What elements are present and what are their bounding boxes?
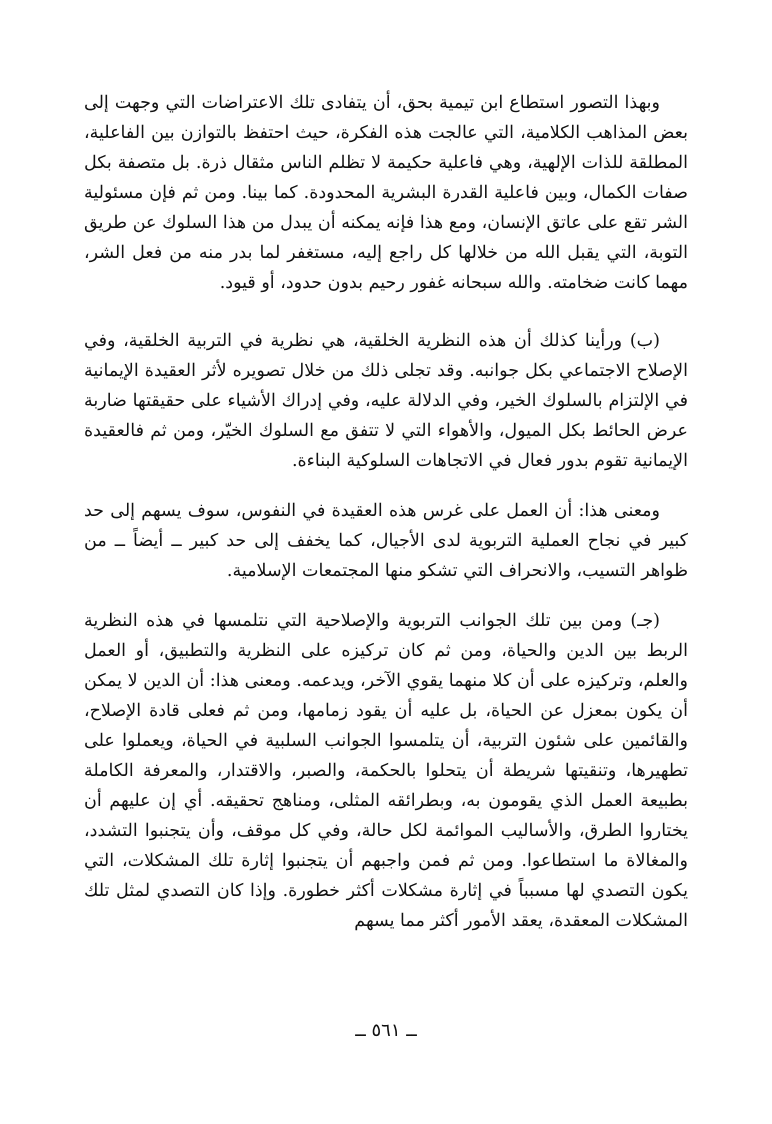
page-number: ــ ٥٦١ ــ	[355, 1020, 417, 1041]
paragraph-4: (جـ) ومن بين تلك الجوانب التربوية والإصلاحية التي نتلمسها في هذه النظرية الربط بين الدين والحياة، ومن ثم كان تركيزه على النظرية والتطبيق، أو العمل والعلم، وتركيزه على أن كلا منهما يقوي الآخر، ويدعمه. ومعنى هذا: أن الدين لا يمكن أن يكون بمعزل عن الحياة، بل عليه أن يقود زمامها، ومن ثم فعلى قادة الإصلاح، والقائمين على شئون التربية، أن يتلمسوا الجوانب السلبية في الحياة، ويعملوا على تطهيرها، وتنقيتها شريطة أن يتحلوا بالحكمة، والصبر، والاقتدار، والمعرفة الكاملة بطبيعة العمل الذي يقومون به، وبطرائقه المثلى، ومناهج تحقيقه. أي إن عليهم أن يختاروا الطرق، والأساليب الموائمة لكل حالة، وفي كل موقف، وأن يتجنبوا التشدد، والمغالاة ما استطاعوا. ومن ثم فمن واجبهم أن يتجنبوا إثارة تلك المشكلات، التي يكون التصدي لها مسبباً في إثارة مشكلات أكثر خطورة. وإذا كان التصدي لمثل تلك المشكلات المعقدة، يعقد الأمور أكثر مما يسهم	[84, 611, 688, 931]
paragraph-3: ومعنى هذا: أن العمل على غرس هذه العقيدة في النفوس، سوف يسهم إلى حد كبير في نجاح العملية التربوية لدى الأجيال، كما يخفف إلى حد كبير ــ أيضاً ــ من ظواهر التسيب، والانحراف التي تشكو منها المجتمعات الإسلامية.	[84, 501, 688, 581]
paragraph-1: وبهذا التصور استطاع ابن تيمية بحق، أن يتفادى تلك الاعتراضات التي وجهت إلى بعض المذاهب الكلامية، التي عالجت هذه الفكرة، حيث احتفظ بالتوازن بين الفاعلية، المطلقة للذات الإلهية، وهي فاعلية حكيمة لا تظلم الناس مثقال ذرة. بل متصفة بكل صفات الكمال، وبين فاعلية القدرة البشرية المحدودة. كما بينا. ومن ثم فإن مسئولية الشر تقع على عاتق الإنسان، ومع هذا فإنه يمكنه أن يبدل من هذا السلوك عن طريق التوبة، التي يقبل الله من خلالها كل راجع إليه، مستغفر لما بدر منه من فعل الشر، مهما كانت ضخامته. والله سبحانه غفور رحيم بدون حدود، أو قيود.	[84, 93, 688, 293]
paragraph-2: (ب) ورأينا كذلك أن هذه النظرية الخلقية، هي نظرية في التربية الخلقية، وفي الإصلاح الاجتماعي بكل جوانبه. وقد تجلى ذلك من خلال تصويره لأثر العقيدة الإيمانية في الإلتزام بالسلوك الخير، وفي الدلالة عليه، وفي إدراك الأشياء على حقيقتها ضاربة عرض الحائط بكل الميول، والأهواء التي لا تتفق مع السلوك الخيّر، ومن ثم فالعقيدة الإيمانية تقوم بدور فعال في الاتجاهات السلوكية البناءة.	[84, 331, 688, 471]
body-text	[84, 88, 688, 936]
